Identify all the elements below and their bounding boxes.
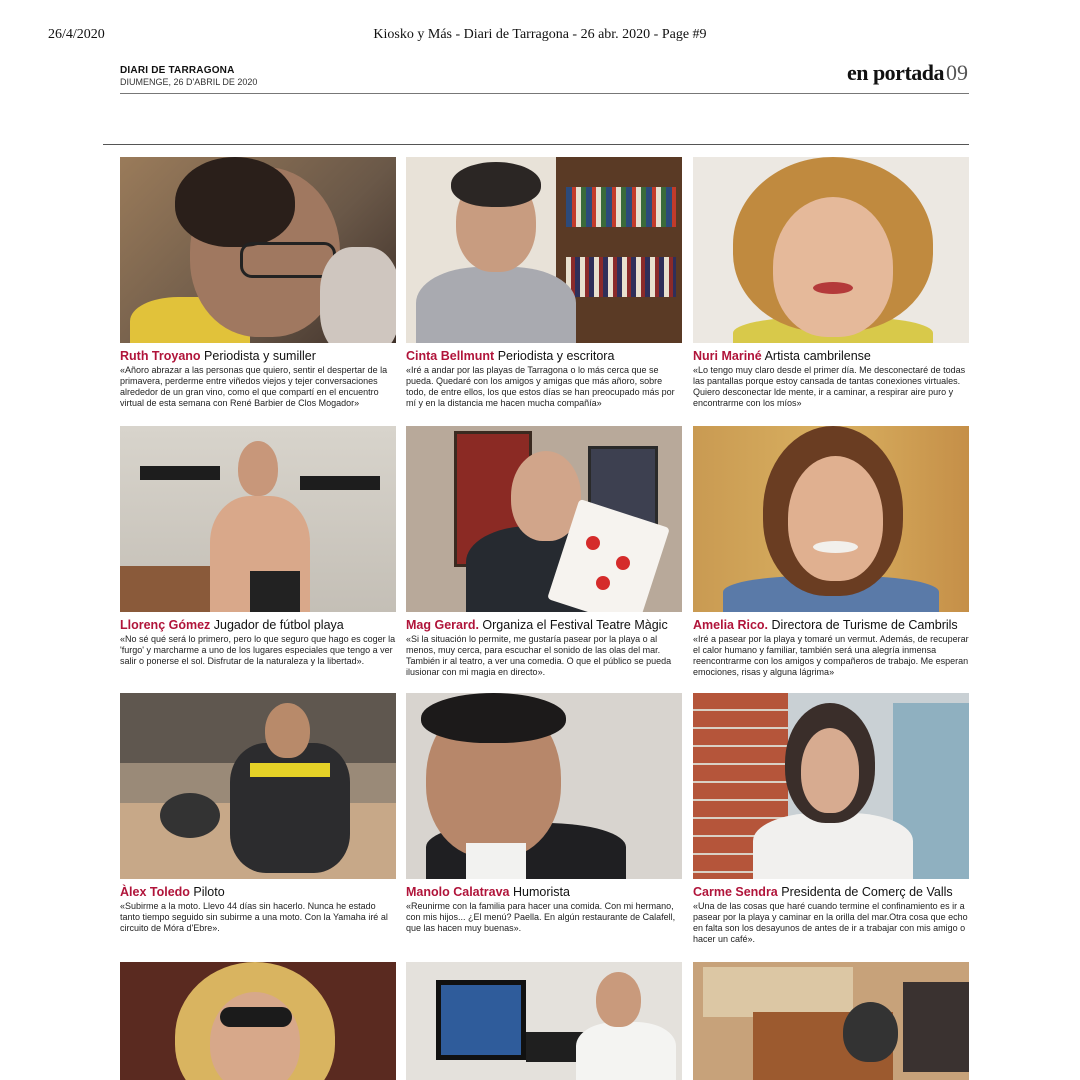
profile-quote: «No sé qué será lo primero, pero lo que seguro que hago es coger la 'furgo' y marcharme a uno de los lugares especiales que tengo a ver salir o ponerse el sol. Disfrutar de la naturaleza y la libertad». (120, 634, 396, 666)
profile-photo (120, 962, 396, 1080)
profile-role: Periodista y escritora (497, 349, 615, 363)
profile-quote: «Una de las cosas que haré cuando termine el confinamiento es ir a pasear por la playa y caminar en la orilla del mar.Otra cosa que echo en falta son los desayunos de antes de ir a trabajar con mis amigo o hacer un café». (693, 901, 968, 944)
profile-photo (406, 426, 682, 612)
profile-name: Àlex Toledo (120, 885, 190, 899)
header-rule (120, 93, 969, 94)
profile-card-partial (406, 962, 682, 1080)
profile-caption (406, 618, 682, 632)
profile-name: Carme Sendra (693, 885, 778, 899)
profile-card (406, 693, 682, 934)
profile-caption (120, 349, 396, 363)
profile-photo (693, 426, 969, 612)
print-date: 26/4/2020 (48, 27, 105, 42)
profile-role: Directora de Turisme de Cambrils (771, 618, 958, 632)
profile-caption (406, 885, 682, 899)
profile-photo (693, 157, 969, 343)
profile-name: Ruth Troyano (120, 349, 201, 363)
profile-name: Cinta Bellmunt (406, 349, 495, 363)
profile-photo (120, 157, 396, 343)
profile-name: Mag Gerard. (406, 618, 479, 632)
profile-name: Manolo Calatrava (406, 885, 510, 899)
profile-quote: «Iré a andar por las playas de Tarragona o lo más cerca que se pueda. Quedaré con los amigos y amigas que más añoro, sobre todo, de entre ellos, los que estos días se han preocupado más por mí y en la distancia me hacen mucha compañía» (406, 365, 675, 408)
print-title: Kiosko y Más - Diari de Tarragona - 26 abr. 2020 - Page #9 (373, 27, 707, 42)
section-title: en portada (846, 60, 944, 85)
issue-date: DIUMENGE, 26 D'ABRIL DE 2020 (120, 77, 258, 87)
publication-name: DIARI DE TARRAGONA (120, 65, 235, 76)
profile-caption (693, 885, 969, 899)
profile-card (120, 693, 396, 934)
profile-photo (693, 693, 969, 879)
profile-role: Organiza el Festival Teatre Màgic (482, 618, 668, 632)
profile-role: Humorista (513, 885, 570, 899)
profile-quote: «Si la situación lo permite, me gustaría pasear por la playa o al menos, muy cerca, para escuchar el sonido de las olas del mar. También ir al teatro, a ver una comedia. O que el público se pueda ilusionar con mi magia en directo». (406, 634, 672, 677)
profile-card (406, 157, 682, 409)
profile-caption (693, 618, 969, 632)
profile-photo (693, 962, 969, 1080)
profile-card-partial (693, 962, 969, 1080)
profile-name: Llorenç Gómez (120, 618, 211, 632)
profile-caption (120, 618, 396, 632)
section-rule (103, 144, 969, 145)
profile-photo (406, 693, 682, 879)
profile-role: Periodista y sumiller (204, 349, 316, 363)
profile-role: Artista cambrilense (764, 349, 871, 363)
profile-quote: «Subirme a la moto. Llevo 44 días sin hacerlo. Nunca he estado tanto tiempo seguido sin subirme a una moto. Con la Yamaha iré al circuito de Móra d'Ebre». (120, 901, 388, 933)
profile-role: Jugador de fútbol playa (213, 618, 344, 632)
profile-role: Piloto (193, 885, 225, 899)
profile-card (406, 426, 682, 678)
profile-card (693, 157, 969, 409)
profile-card (693, 693, 969, 945)
profile-quote: «Lo tengo muy claro desde el primer día. Me desconectaré de todas las pantallas porque estoy cansada de tantas conexiones virtuales. Quiero desconectar lde mente, ir a caminar, a respirar aire puro y encontrarme con los míos» (693, 365, 966, 408)
profile-photo (120, 693, 396, 879)
print-header (0, 27, 1080, 47)
profile-name: Nuri Mariné (693, 349, 762, 363)
profile-name: Amelia Rico. (693, 618, 769, 632)
masthead-left (120, 65, 257, 87)
profile-quote: «Añoro abrazar a las personas que quiero, sentir el despertar de la primavera, perderme entre viñedos viejos y tejer conversaciones alrededor de un gran vino, como el que compartí en el encuentro virtual de esta semana con René Barbier de Clos Mogador» (120, 365, 388, 408)
profile-caption (120, 885, 396, 899)
masthead-right (847, 60, 968, 86)
profile-photo (406, 157, 682, 343)
profile-card (120, 157, 396, 409)
profile-photo (120, 426, 396, 612)
profile-caption (406, 349, 682, 363)
profile-caption (693, 349, 969, 363)
profile-photo (406, 962, 682, 1080)
profile-quote: «Iré a pasear por la playa y tomaré un vermut. Además, de recuperar el calor humano y familiar, también será una alegría inmensa reencontrarme con los amigos y compañeros de trabajo. Me esperan emociones, risas y alguna lágrima» (693, 634, 969, 677)
profile-card-partial (120, 962, 396, 1080)
page-number: 09 (946, 60, 968, 85)
profile-role: Presidenta de Comerç de Valls (781, 885, 953, 899)
profile-card (693, 426, 969, 678)
profile-quote: «Reunirme con la familia para hacer una comida. Con mi hermano, con mis hijos... ¿El menú? Paella. En algún restaurante de Calafell, que las hacen muy buenas». (406, 901, 676, 933)
profile-card (120, 426, 396, 667)
